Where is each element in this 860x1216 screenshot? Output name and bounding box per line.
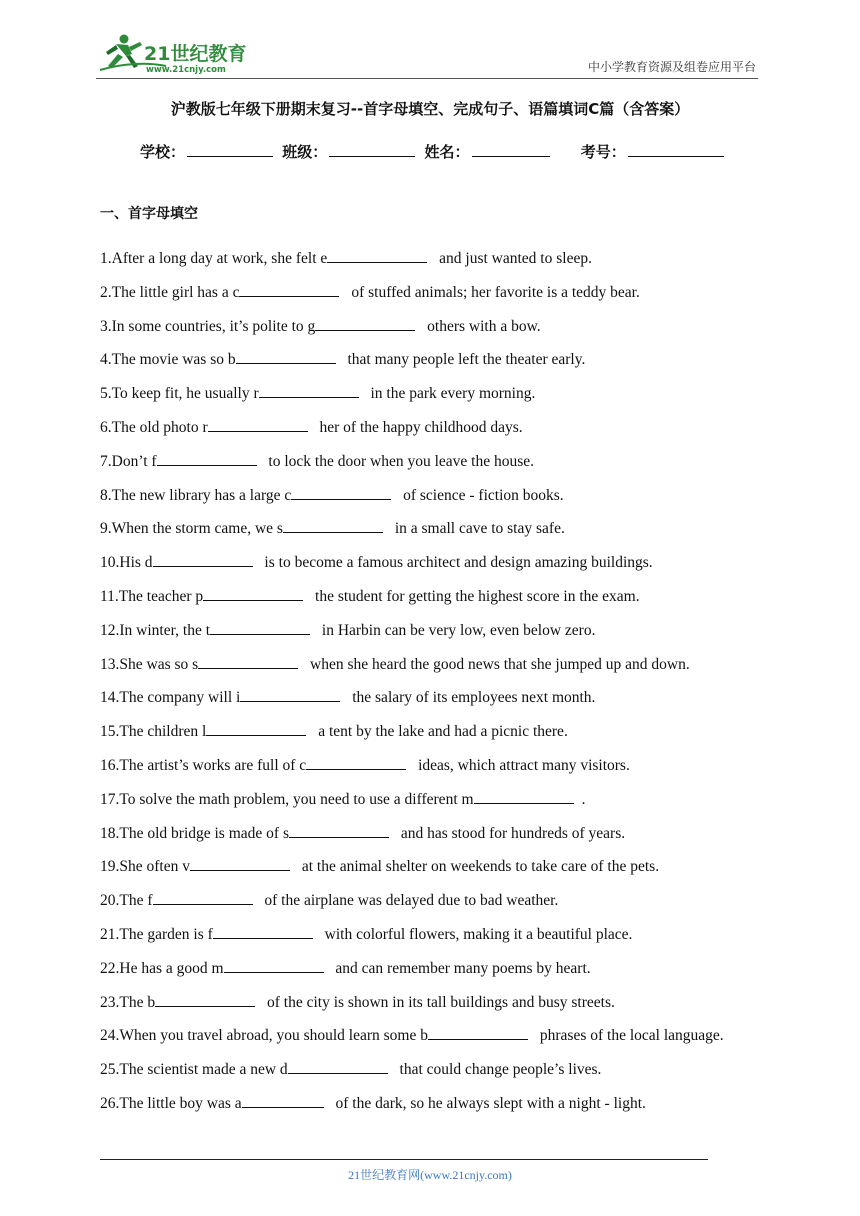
answer-blank[interactable]	[213, 925, 313, 939]
school-label: 学校：	[140, 143, 186, 161]
question-text-after: the student for getting the highest score in the exam.	[311, 587, 640, 605]
question-text-after: ideas, which attract many visitors.	[414, 756, 630, 774]
class-label: 班级：	[282, 143, 328, 161]
question-item	[100, 1053, 760, 1087]
logo-url: www.21cnjy.com	[146, 65, 226, 75]
question-item	[100, 952, 760, 986]
question-text-after: that could change people’s lives.	[395, 1061, 602, 1079]
question-item	[100, 681, 760, 715]
question-text-before: 5.To keep fit, he usually r	[100, 385, 259, 403]
school-blank[interactable]	[187, 142, 273, 157]
question-text-after: of science - fiction books.	[399, 486, 564, 504]
question-item	[100, 648, 760, 682]
answer-blank[interactable]	[190, 857, 290, 871]
answer-blank[interactable]	[236, 350, 336, 364]
answer-blank[interactable]	[206, 722, 306, 736]
question-text-after: the salary of its employees next month.	[348, 689, 596, 707]
name-blank[interactable]	[472, 142, 550, 157]
question-text-before: 24.When you travel abroad, you should learn some b	[100, 1027, 428, 1045]
question-list	[100, 242, 760, 1121]
question-item	[100, 1087, 760, 1121]
answer-blank[interactable]	[283, 519, 383, 533]
question-text-before: 6.The old photo r	[100, 418, 208, 436]
question-text-after: others with a bow.	[423, 317, 541, 335]
number-label: 考号：	[580, 143, 626, 161]
footer-divider	[100, 1159, 708, 1160]
question-text-before: 9.When the storm came, we s	[100, 520, 283, 538]
student-info-row	[140, 141, 780, 162]
question-item	[100, 749, 760, 783]
question-item	[100, 242, 760, 276]
question-text-before: 14.The company will i	[100, 689, 241, 707]
question-text-before: 10.His d	[100, 554, 153, 572]
question-text-before: 13.She was so s	[100, 655, 199, 673]
question-item	[100, 310, 760, 344]
class-blank[interactable]	[329, 142, 415, 157]
question-text-after: to lock the door when you leave the house.	[264, 452, 535, 470]
logo-text: 21世纪教育	[144, 43, 247, 65]
answer-blank[interactable]	[240, 688, 340, 702]
question-text-after: phrases of the local language.	[536, 1027, 724, 1045]
answer-blank[interactable]	[157, 452, 257, 466]
page-header	[96, 30, 758, 79]
question-item	[100, 445, 760, 479]
question-item	[100, 377, 760, 411]
header-platform-text: 中小学教育资源及组卷应用平台	[587, 60, 756, 74]
answer-blank[interactable]	[153, 553, 253, 567]
answer-blank[interactable]	[224, 959, 324, 973]
question-text-after: in a small cave to stay safe.	[390, 520, 565, 538]
answer-blank[interactable]	[428, 1026, 528, 1040]
question-text-after: is to become a famous architect and design amazing buildings.	[260, 554, 653, 572]
question-item	[100, 546, 760, 580]
question-item	[100, 580, 760, 614]
question-text-before: 22.He has a good m	[100, 959, 224, 977]
footer-text: 21世纪教育网(www.21cnjy.com)	[348, 1168, 512, 1182]
question-text-after: that many people left the theater early.	[343, 351, 586, 369]
question-text-after: and has stood for hundreds of years.	[396, 824, 626, 842]
question-text-before: 17.To solve the math problem, you need to use a different m	[100, 790, 474, 808]
question-text-after: when she heard the good news that she jumped up and down.	[306, 655, 690, 673]
question-item	[100, 783, 760, 817]
answer-blank[interactable]	[306, 756, 406, 770]
question-text-after: of stuffed animals; her favorite is a teddy bear.	[347, 283, 640, 301]
answer-blank[interactable]	[210, 621, 310, 635]
question-item	[100, 343, 760, 377]
question-text-before: 20.The f	[100, 892, 153, 910]
question-text-before: 23.The b	[100, 993, 156, 1011]
answer-blank[interactable]	[259, 384, 359, 398]
question-text-after: of the airplane was delayed due to bad weather.	[260, 892, 559, 910]
site-logo	[96, 30, 266, 76]
question-item	[100, 986, 760, 1020]
question-text-before: 16.The artist’s works are full of c	[100, 756, 307, 774]
answer-blank[interactable]	[153, 891, 253, 905]
question-text-after: in the park every morning.	[366, 385, 536, 403]
question-text-after: of the city is shown in its tall buildings and busy streets.	[263, 993, 615, 1011]
question-text-before: 19.She often v	[100, 858, 190, 876]
answer-blank[interactable]	[315, 317, 415, 331]
answer-blank[interactable]	[291, 486, 391, 500]
question-text-before: 7.Don’t f	[100, 452, 157, 470]
answer-blank[interactable]	[239, 283, 339, 297]
question-item	[100, 512, 760, 546]
question-item	[100, 715, 760, 749]
question-text-after: with colorful flowers, making it a beautiful place.	[320, 925, 633, 943]
question-text-after: at the animal shelter on weekends to take care of the pets.	[297, 858, 660, 876]
question-item	[100, 817, 760, 851]
question-text-before: 4.The movie was so b	[100, 351, 236, 369]
answer-blank[interactable]	[208, 418, 308, 432]
question-item	[100, 1019, 760, 1053]
question-item	[100, 479, 760, 513]
question-text-before: 1.After a long day at work, she felt e	[100, 250, 328, 267]
question-text-before: 18.The old bridge is made of s	[100, 824, 289, 842]
question-item	[100, 850, 760, 884]
question-text-after: a tent by the lake and had a picnic there.	[314, 723, 568, 741]
question-text-after: and can remember many poems by heart.	[331, 959, 591, 977]
answer-blank[interactable]	[474, 790, 574, 804]
section-title: 一、首字母填空	[100, 206, 198, 222]
name-label: 姓名：	[424, 143, 470, 161]
question-item	[100, 614, 760, 648]
question-text-before: 26.The little boy was a	[100, 1094, 242, 1112]
question-item	[100, 276, 760, 310]
answer-blank[interactable]	[203, 587, 303, 601]
question-text-before: 12.In winter, the t	[100, 621, 211, 639]
question-text-after: her of the happy childhood days.	[315, 418, 523, 436]
answer-blank[interactable]	[327, 249, 427, 263]
question-item	[100, 918, 760, 952]
document-title: 沪教版七年级下册期末复习--首字母填空、完成句子、语篇填词C篇（含答案）	[170, 100, 690, 118]
answer-blank[interactable]	[288, 1060, 388, 1074]
question-text-after: in Harbin can be very low, even below zero.	[318, 621, 596, 639]
question-text-before: 15.The children l	[100, 723, 207, 741]
question-text-before: 8.The new library has a large c	[100, 486, 292, 504]
question-text-before: 21.The garden is f	[100, 925, 213, 943]
question-text-before: 3.In some countries, it’s polite to g	[100, 317, 316, 335]
question-text-before: 25.The scientist made a new d	[100, 1061, 288, 1079]
answer-blank[interactable]	[155, 993, 255, 1007]
question-text-after: .	[581, 790, 586, 808]
question-text-after: and just wanted to sleep.	[435, 250, 592, 267]
answer-blank[interactable]	[242, 1094, 324, 1108]
question-text-before: 2.The little girl has a c	[100, 283, 240, 301]
answer-blank[interactable]	[289, 824, 389, 838]
answer-blank[interactable]	[198, 655, 298, 669]
question-text-before: 11.The teacher p	[100, 587, 204, 605]
question-item	[100, 411, 760, 445]
question-text-after: of the dark, so he always slept with a night - light.	[331, 1094, 646, 1112]
number-blank[interactable]	[628, 142, 724, 157]
question-item	[100, 884, 760, 918]
